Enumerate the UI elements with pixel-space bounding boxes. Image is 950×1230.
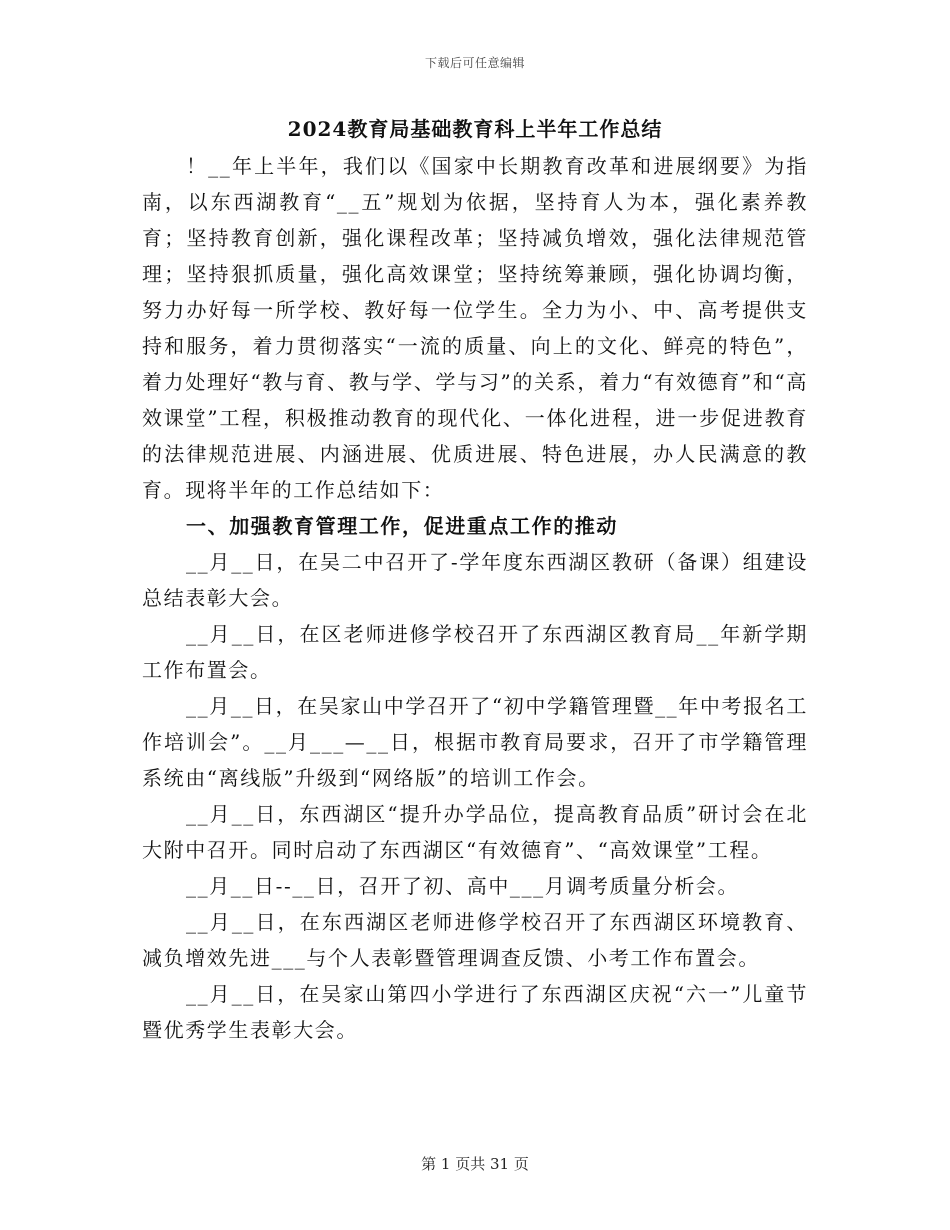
intro-paragraph: ！__年上半年，我们以《国家中长期教育改革和进展纲要》为指南，以东西湖教育“__五”规划为依据，坚持育人为本，强化素养教育；坚持教育创新，强化课程改革；坚持减负增效，强化法律规范管理；坚持狠抓质量，强化高效课堂；坚持统筹兼顾，强化协调均衡，努力办好每一所学校、教好每一位学生。全力为小、中、高考提供支持和服务，着力贯彻落实“一流的质量、向上的文化、鲜亮的特色”，着力处理好“教与育、教与学、学与习”的关系，着力“有效德育”和“高效课堂”工程，积极推动教育的现代化、一体化进程，进一步促进教育的法律规范进展、内涵进展、优质进展、特色进展，办人民满意的教育。现将半年的工作总结如下： — [142, 154, 808, 502]
list-item: __月__日，在东西湖区老师进修学校召开了东西湖区环境教育、减负增效先进___与个人表彰暨管理调查反馈、小考工作布置会。 — [142, 910, 808, 970]
list-item: __月__日，在吴家山第四小学进行了东西湖区庆祝“六一”儿童节暨优秀学生表彰大会。 — [142, 982, 808, 1042]
document-body — [142, 148, 808, 1048]
list-item: __月__日，在吴家山中学召开了“初中学籍管理暨__年中考报名工作培训会”。__月___—__日，根据市教育局要求，召开了市学籍管理系统由“离线版”升级到“网络版”的培训工作会。 — [142, 694, 808, 790]
document-title: 2024教育局基础教育科上半年工作总结 — [287, 117, 663, 141]
section-heading-1: 一、加强教育管理工作，促进重点工作的推动 — [186, 514, 618, 538]
list-item: __月__日，东西湖区“提升办学品位，提高教育品质”研讨会在北大附中召开。同时启动了东西湖区“有效德育”、“高效课堂”工程。 — [142, 802, 808, 862]
list-item: __月__日，在区老师进修学校召开了东西湖区教育局__年新学期工作布置会。 — [142, 622, 808, 682]
list-item: __月__日--__日，召开了初、高中___月调考质量分析会。 — [186, 874, 740, 898]
list-item: __月__日，在吴二中召开了-学年度东西湖区教研（备课）组建设总结表彰大会。 — [142, 550, 808, 610]
header-note: 下载后可任意编辑 — [424, 56, 525, 70]
page-number: 第 1 页共 31 页 — [421, 1155, 529, 1173]
